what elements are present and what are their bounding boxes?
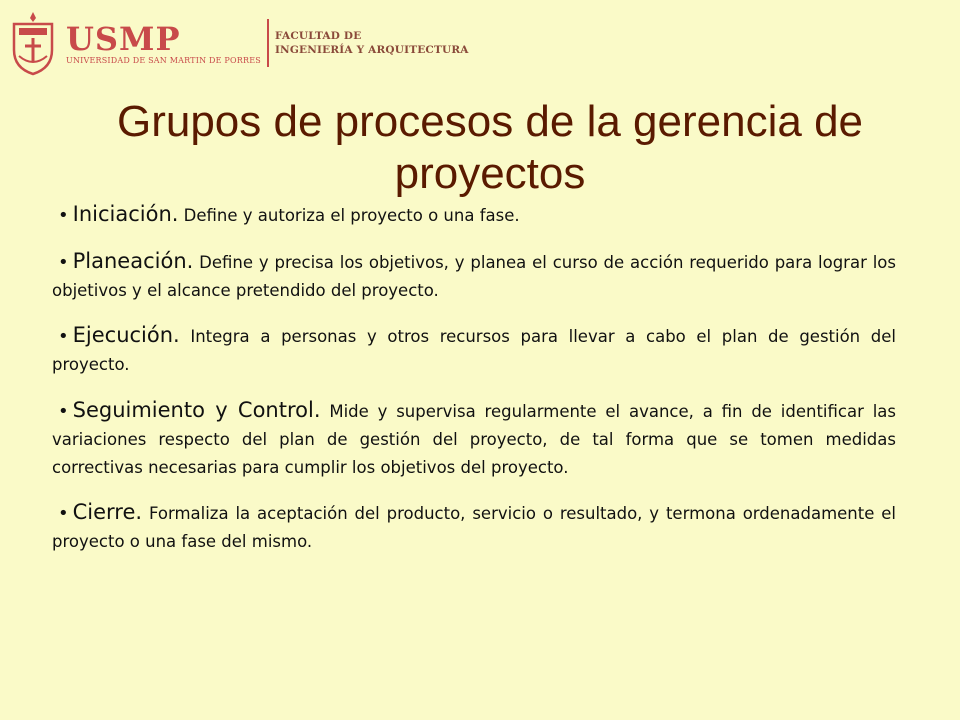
- item-text: Integra a personas y otros recursos para llevar a cabo el plan de gestión del proyecto.: [52, 327, 896, 374]
- bullet: •: [58, 326, 69, 347]
- brand-subtitle: UNIVERSIDAD DE SAN MARTIN DE PORRES: [66, 55, 261, 65]
- brand-divider: [267, 19, 269, 67]
- process-list: [52, 200, 896, 572]
- bullet: •: [58, 503, 69, 524]
- item-text: Formaliza la aceptación del producto, servicio o resultado, y termona ordenadamente el proyecto o una fase del mismo.: [52, 504, 896, 551]
- item-lead: Cierre.: [72, 500, 143, 524]
- usmp-logo: [10, 10, 469, 76]
- bullet: •: [58, 400, 69, 422]
- list-item-planeacion: [52, 247, 896, 305]
- item-text: Define y autoriza el proyecto o una fase.: [178, 206, 520, 225]
- faculty-line-1: FACULTAD DE: [274, 30, 362, 42]
- item-lead: Ejecución.: [72, 323, 180, 347]
- faculty-name: [275, 29, 469, 57]
- bullet: •: [58, 251, 69, 273]
- list-item-seguimiento: [52, 396, 896, 482]
- item-lead: Iniciación.: [72, 202, 179, 226]
- item-text: Define y precisa los objetivos, y planea el curso de acción requerido para lograr los objetivos y el alcance pretendido del proyecto.: [52, 252, 896, 300]
- list-item-iniciacion: [52, 200, 896, 230]
- brand-name: USMP: [66, 19, 181, 58]
- crest-icon: [10, 10, 56, 76]
- item-text: Mide y supervisa regularmente el avance, a fin de identificar las variaciones respecto del plan de gestión del proyecto, de tal forma que se tomen medidas correctivas necesarias para cumplir los objetivos del proyecto.: [52, 401, 896, 477]
- item-lead: Seguimiento y Control.: [72, 397, 321, 422]
- list-item-ejecucion: [52, 321, 896, 379]
- item-lead: Planeación.: [72, 248, 194, 273]
- bullet: •: [58, 205, 69, 226]
- slide-title: Grupos de procesos de la gerencia de proyectos: [116, 97, 864, 198]
- brand-block: [66, 19, 261, 65]
- faculty-line-2: INGENIERÍA Y ARQUITECTURA: [274, 44, 469, 56]
- list-item-cierre: [52, 498, 896, 556]
